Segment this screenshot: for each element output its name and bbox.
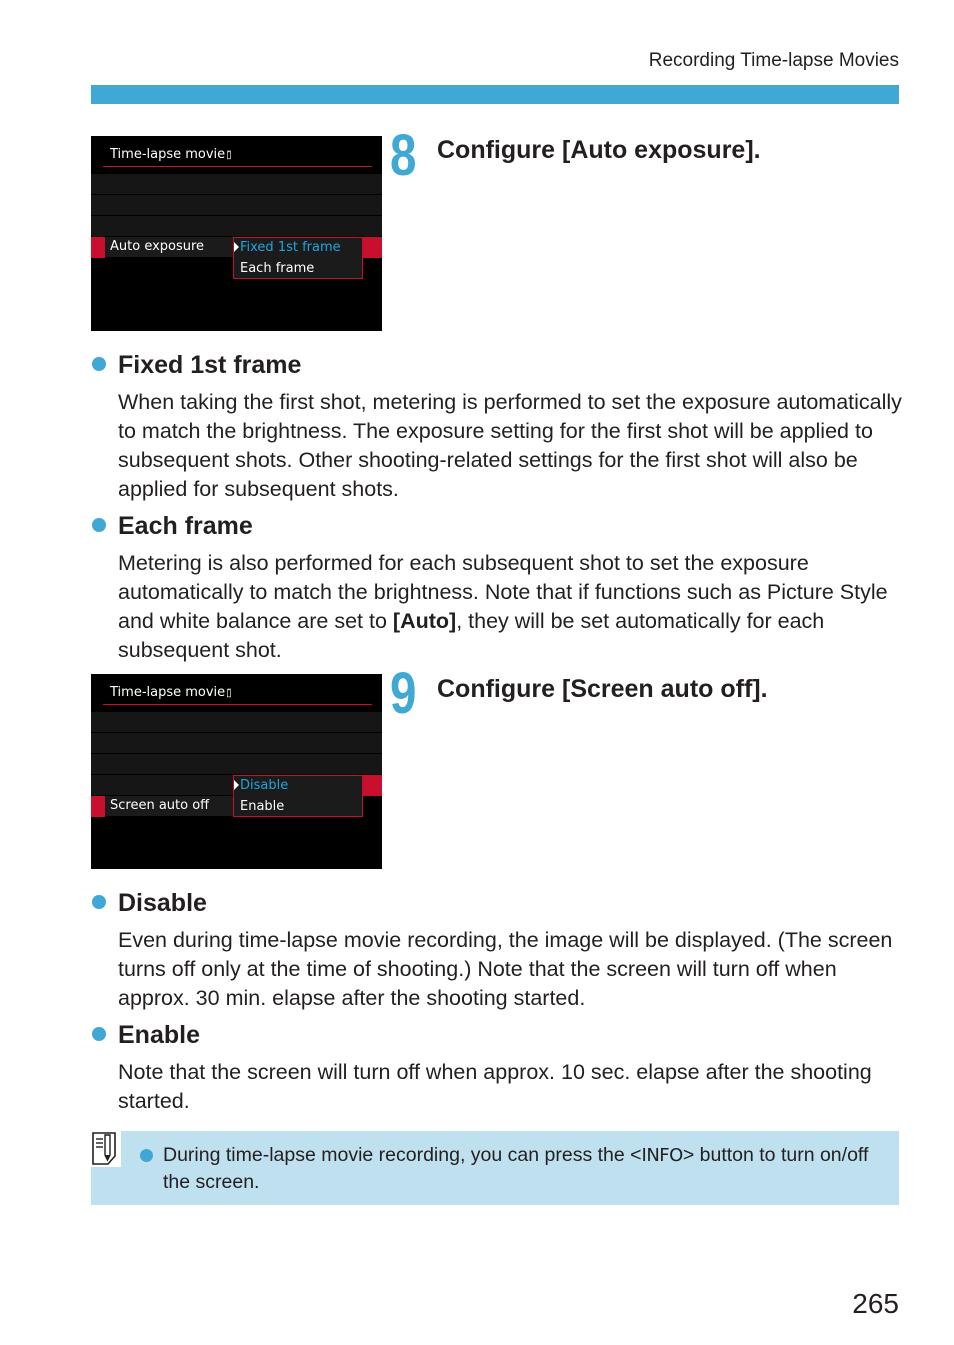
menu-row-blank xyxy=(91,216,382,236)
note-text: During time-lapse movie recording, you can press the <INFO> button to turn on/off the screen. xyxy=(163,1142,883,1195)
menu-label-auto-exposure: Auto exposure xyxy=(110,239,205,254)
each-description: Metering is also performed for each subsequent shot to set the exposure automatically to match the brightness. Note that if functions such as Picture Style and white balance are set to [Auto], they will be set automatically for each subsequent shot. xyxy=(118,551,888,662)
menu-label-screen-auto-off: Screen auto off xyxy=(110,798,210,813)
screen-title: Time-lapse movie▯̈ xyxy=(110,685,232,700)
heading-each-frame: Each frame xyxy=(92,512,253,541)
bullet-icon xyxy=(92,895,106,909)
step-8-title: Configure [Auto exposure]. xyxy=(437,136,761,164)
pointer-icon xyxy=(234,780,239,790)
menu-row-blank xyxy=(91,195,382,215)
screen-title-divider xyxy=(103,166,372,167)
page-number: 265 xyxy=(852,1288,899,1319)
menu-row-blank xyxy=(91,733,382,753)
movie-camera-icon: ▯̈ xyxy=(226,688,232,699)
option-list xyxy=(233,775,363,817)
header-accent-bar xyxy=(91,85,899,104)
heading-disable: Disable xyxy=(92,889,207,918)
disable-description: Even during time-lapse movie recording, the image will be displayed. (The screen turns off only at the time of shooting.) Note that the screen will turn off when approx. 30 min. elapse after the shooting started. xyxy=(118,928,893,1010)
heading-enable: Enable xyxy=(92,1021,200,1050)
menu-row-blank xyxy=(91,174,382,194)
running-header: Recording Time-lapse Movies xyxy=(648,50,899,71)
step-9-title: Configure [Screen auto off]. xyxy=(437,675,768,703)
option-each-frame: Each frame xyxy=(240,261,315,276)
option-fixed-1st-frame: Fixed 1st frame xyxy=(240,240,341,255)
bullet-icon xyxy=(140,1149,153,1162)
option-enable: Enable xyxy=(240,799,285,814)
heading-fixed-1st-frame: Fixed 1st frame xyxy=(92,351,301,380)
note-box xyxy=(91,1131,899,1205)
menu-row-blank xyxy=(91,712,382,732)
selection-cap-right xyxy=(363,775,382,796)
selection-cap-left xyxy=(91,796,105,817)
option-disable: Disable xyxy=(240,778,288,793)
camera-screen-screen-auto-off xyxy=(91,674,382,869)
fixed-description: When taking the first shot, metering is performed to set the exposure automatically to match the brightness. The exposure setting for the first shot will be applied to subsequent shots. Other shooting-related settings for the first shot will also be applied for subsequent shots. xyxy=(118,390,902,501)
movie-camera-icon: ▯̈ xyxy=(226,150,232,161)
selection-cap-left xyxy=(91,237,105,258)
bullet-icon xyxy=(92,518,106,532)
info-button-label: INFO xyxy=(641,1145,683,1166)
bullet-icon xyxy=(92,357,106,371)
menu-row-blank xyxy=(91,754,382,774)
step-number-9: 9 xyxy=(390,661,415,726)
bullet-icon xyxy=(92,1027,106,1041)
screen-title: Time-lapse movie▯̈ xyxy=(110,147,232,162)
camera-screen-auto-exposure xyxy=(91,136,382,331)
option-list xyxy=(233,237,363,279)
memo-pencil-icon xyxy=(91,1131,121,1167)
screen-title-divider xyxy=(103,704,372,705)
selection-cap-right xyxy=(363,237,382,258)
step-number-8: 8 xyxy=(390,123,415,188)
pointer-icon xyxy=(234,242,239,252)
enable-description: Note that the screen will turn off when approx. 10 sec. elapse after the shooting started. xyxy=(118,1060,872,1113)
